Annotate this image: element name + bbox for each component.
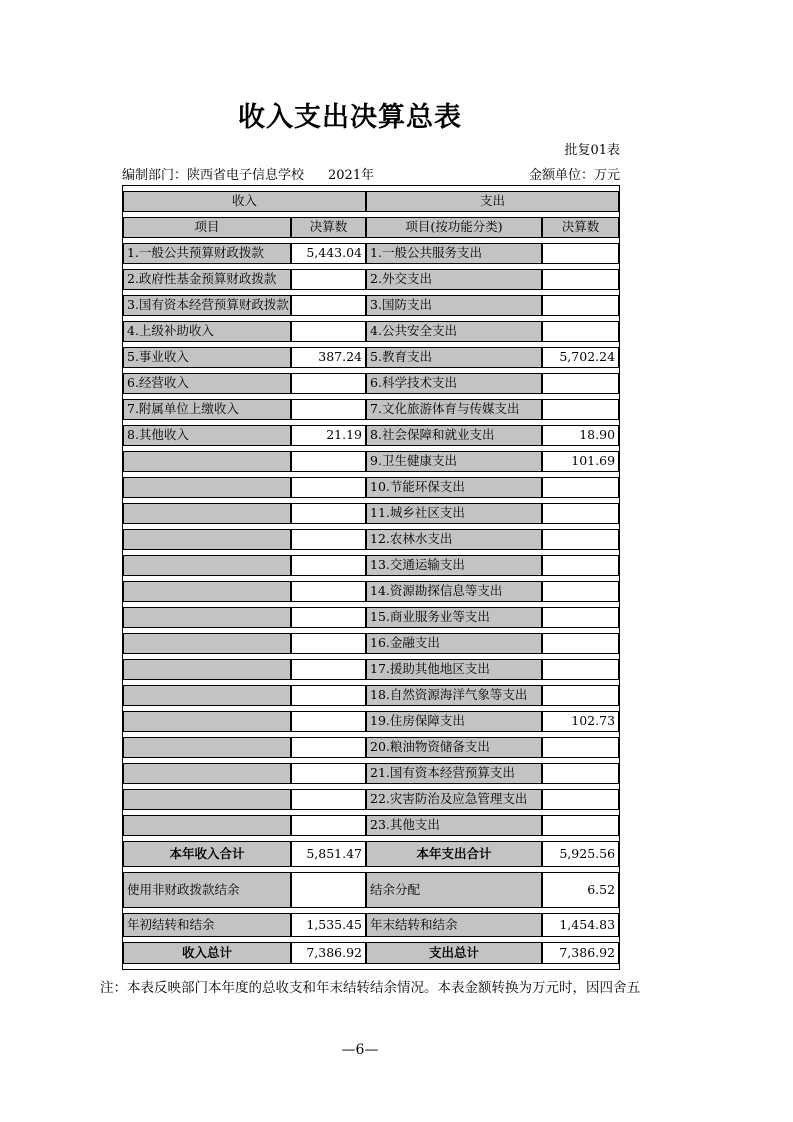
income-item-cell — [123, 581, 291, 602]
page-title: 收入支出决算总表 — [238, 102, 462, 133]
expense-item-cell: 4.公共安全支出 — [366, 321, 542, 342]
expense-item-cell: 23.其他支出 — [366, 815, 542, 836]
expense-item-cell: 1.一般公共服务支出 — [366, 243, 542, 264]
table-row — [123, 321, 619, 342]
expense-amount-cell — [542, 815, 619, 836]
expense-item-cell: 13.交通运输支出 — [366, 555, 542, 576]
expense-amount-cell — [542, 529, 619, 550]
income-item-cell — [123, 659, 291, 680]
table-row — [123, 295, 619, 316]
table-row — [123, 529, 619, 550]
expense-item-cell: 3.国防支出 — [366, 295, 542, 316]
table-row — [123, 659, 619, 680]
income-item-cell — [123, 737, 291, 758]
expense-amount-cell — [542, 789, 619, 810]
table-row — [123, 815, 619, 836]
expense-amount-cell: 7,386.92 — [542, 942, 619, 964]
table-row — [123, 451, 619, 472]
expense-amount-cell — [542, 477, 619, 498]
income-amount-cell — [291, 477, 366, 498]
expense-amount-cell — [542, 373, 619, 394]
table-row — [123, 763, 619, 784]
income-item-cell: 2.政府性基金预算财政拨款 — [123, 269, 291, 290]
income-amount-cell — [291, 321, 366, 342]
income-item-cell: 4.上级补助收入 — [123, 321, 291, 342]
expense-item-cell: 8.社会保障和就业支出 — [366, 425, 542, 446]
income-amount-cell — [291, 373, 366, 394]
income-amount-cell — [291, 555, 366, 576]
summary-row-grand — [123, 942, 619, 964]
expense-item-cell: 17.援助其他地区支出 — [366, 659, 542, 680]
income-amount-cell — [291, 711, 366, 732]
expense-section-header: 支出 — [366, 191, 619, 212]
expense-amount-cell — [542, 633, 619, 654]
income-amount-cell — [291, 633, 366, 654]
table-row — [123, 425, 619, 446]
expense-amount-cell — [542, 581, 619, 602]
expense-amount-cell — [542, 503, 619, 524]
expense-amount-cell: 6.52 — [542, 872, 619, 908]
expense-amount-cell — [542, 399, 619, 420]
expense-item-cell: 本年支出合计 — [366, 841, 542, 867]
prepared-by-label: 编制部门：陕西省电子信息学校 — [122, 168, 305, 183]
table-row — [123, 607, 619, 628]
expense-item-cell: 22.灾害防治及应急管理支出 — [366, 789, 542, 810]
income-amount-cell — [291, 763, 366, 784]
income-amount-cell — [291, 872, 366, 908]
expense-item-cell: 2.外交支出 — [366, 269, 542, 290]
fiscal-year: 2021年 — [328, 168, 375, 183]
expense-item-cell: 结余分配 — [366, 872, 542, 908]
expense-item-cell: 21.国有资本经营预算支出 — [366, 763, 542, 784]
income-amount-cell — [291, 529, 366, 550]
income-amount-cell — [291, 451, 366, 472]
table-row — [123, 243, 619, 264]
expense-item-cell: 年末结转和结余 — [366, 913, 542, 937]
income-amount-cell — [291, 815, 366, 836]
expense-item-cell: 5.教育支出 — [366, 347, 542, 368]
expense-amount-cell — [542, 685, 619, 706]
table-row — [123, 555, 619, 576]
income-item-cell: 1.一般公共预算财政拨款 — [123, 243, 291, 264]
income-amount-cell — [291, 659, 366, 680]
expense-amount-cell: 5,702.24 — [542, 347, 619, 368]
expense-amount-cell: 101.69 — [542, 451, 619, 472]
table-row — [123, 399, 619, 420]
approval-table-label: 批复01表 — [564, 143, 620, 158]
table-row — [123, 581, 619, 602]
income-amount-cell — [291, 685, 366, 706]
expense-amount-cell: 5,925.56 — [542, 841, 619, 867]
income-amount-cell — [291, 737, 366, 758]
table-row — [123, 269, 619, 290]
summary-row-carry — [123, 872, 619, 908]
expense-item-cell: 19.住房保障支出 — [366, 711, 542, 732]
budget-summary-table — [122, 185, 620, 970]
income-item-cell — [123, 789, 291, 810]
income-item-cell: 5.事业收入 — [123, 347, 291, 368]
table-row — [123, 373, 619, 394]
expense-item-cell: 支出总计 — [366, 942, 542, 964]
expense-item-cell: 15.商业服务业等支出 — [366, 607, 542, 628]
table-row — [123, 711, 619, 732]
table-row — [123, 685, 619, 706]
expense-amount-cell — [542, 555, 619, 576]
income-section-header: 收入 — [123, 191, 366, 212]
income-amount-cell: 387.24 — [291, 347, 366, 368]
income-item-cell: 3.国有资本经营预算财政拨款 — [123, 295, 291, 316]
income-item-cell: 7.附属单位上缴收入 — [123, 399, 291, 420]
income-item-cell — [123, 815, 291, 836]
summary-row-begin — [123, 913, 619, 937]
income-item-column-header: 项目 — [123, 217, 291, 238]
table-row — [123, 737, 619, 758]
income-amount-cell: 5,851.47 — [291, 841, 366, 867]
income-item-cell — [123, 477, 291, 498]
income-amount-cell: 5,443.04 — [291, 243, 366, 264]
income-item-cell — [123, 529, 291, 550]
income-item-cell: 收入总计 — [123, 942, 291, 964]
table-row — [123, 633, 619, 654]
income-amount-cell: 21.19 — [291, 425, 366, 446]
column-header-row — [123, 217, 619, 238]
income-item-cell — [123, 685, 291, 706]
unit-label: 金额单位：万元 — [528, 168, 620, 183]
income-item-cell: 8.其他收入 — [123, 425, 291, 446]
expense-amount-cell — [542, 607, 619, 628]
income-item-cell — [123, 633, 291, 654]
expense-item-column-header: 项目(按功能分类) — [366, 217, 542, 238]
income-amount-cell — [291, 789, 366, 810]
page-number: —6— — [341, 1042, 379, 1058]
income-item-cell — [123, 607, 291, 628]
expense-item-cell: 12.农林水支出 — [366, 529, 542, 550]
expense-amount-cell: 18.90 — [542, 425, 619, 446]
expense-item-cell: 14.资源勘探信息等支出 — [366, 581, 542, 602]
expense-item-cell: 18.自然资源海洋气象等支出 — [366, 685, 542, 706]
expense-amount-cell — [542, 763, 619, 784]
expense-item-cell: 10.节能环保支出 — [366, 477, 542, 498]
income-amount-cell — [291, 399, 366, 420]
table-row — [123, 503, 619, 524]
expense-amount-cell — [542, 659, 619, 680]
expense-amount-cell — [542, 269, 619, 290]
income-item-cell: 使用非财政拨款结余 — [123, 872, 291, 908]
income-item-cell — [123, 451, 291, 472]
income-item-cell: 6.经营收入 — [123, 373, 291, 394]
expense-item-cell: 16.金融支出 — [366, 633, 542, 654]
expense-amount-cell — [542, 243, 619, 264]
income-item-cell — [123, 711, 291, 732]
table-row — [123, 477, 619, 498]
expense-item-cell: 11.城乡社区支出 — [366, 503, 542, 524]
expense-item-cell: 20.粮油物资储备支出 — [366, 737, 542, 758]
meta-row — [122, 164, 620, 183]
table-row — [123, 789, 619, 810]
expense-amount-cell: 102.73 — [542, 711, 619, 732]
expense-amount-cell — [542, 321, 619, 342]
income-amount-cell: 1,535.45 — [291, 913, 366, 937]
income-amount-cell — [291, 581, 366, 602]
income-item-cell: 本年收入合计 — [123, 841, 291, 867]
income-amount-column-header: 决算数 — [291, 217, 366, 238]
income-item-cell — [123, 763, 291, 784]
prepared-by — [122, 164, 374, 183]
expense-amount-cell: 1,454.83 — [542, 913, 619, 937]
income-amount-cell — [291, 607, 366, 628]
expense-item-cell: 6.科学技术支出 — [366, 373, 542, 394]
table-row — [123, 347, 619, 368]
expense-item-cell: 7.文化旅游体育与传媒支出 — [366, 399, 542, 420]
expense-item-cell: 9.卫生健康支出 — [366, 451, 542, 472]
footnote: 注：本表反映部门本年度的总收支和年末结转结余情况。本表金额转换为万元时，因四舍五 — [100, 980, 640, 996]
income-item-cell — [123, 555, 291, 576]
income-item-cell — [123, 503, 291, 524]
income-amount-cell — [291, 269, 366, 290]
income-amount-cell — [291, 503, 366, 524]
income-amount-cell: 7,386.92 — [291, 942, 366, 964]
income-amount-cell — [291, 295, 366, 316]
expense-amount-column-header: 决算数 — [542, 217, 619, 238]
expense-amount-cell — [542, 295, 619, 316]
expense-amount-cell — [542, 737, 619, 758]
section-header-row — [123, 191, 619, 212]
income-item-cell: 年初结转和结余 — [123, 913, 291, 937]
summary-row-sum — [123, 841, 619, 867]
